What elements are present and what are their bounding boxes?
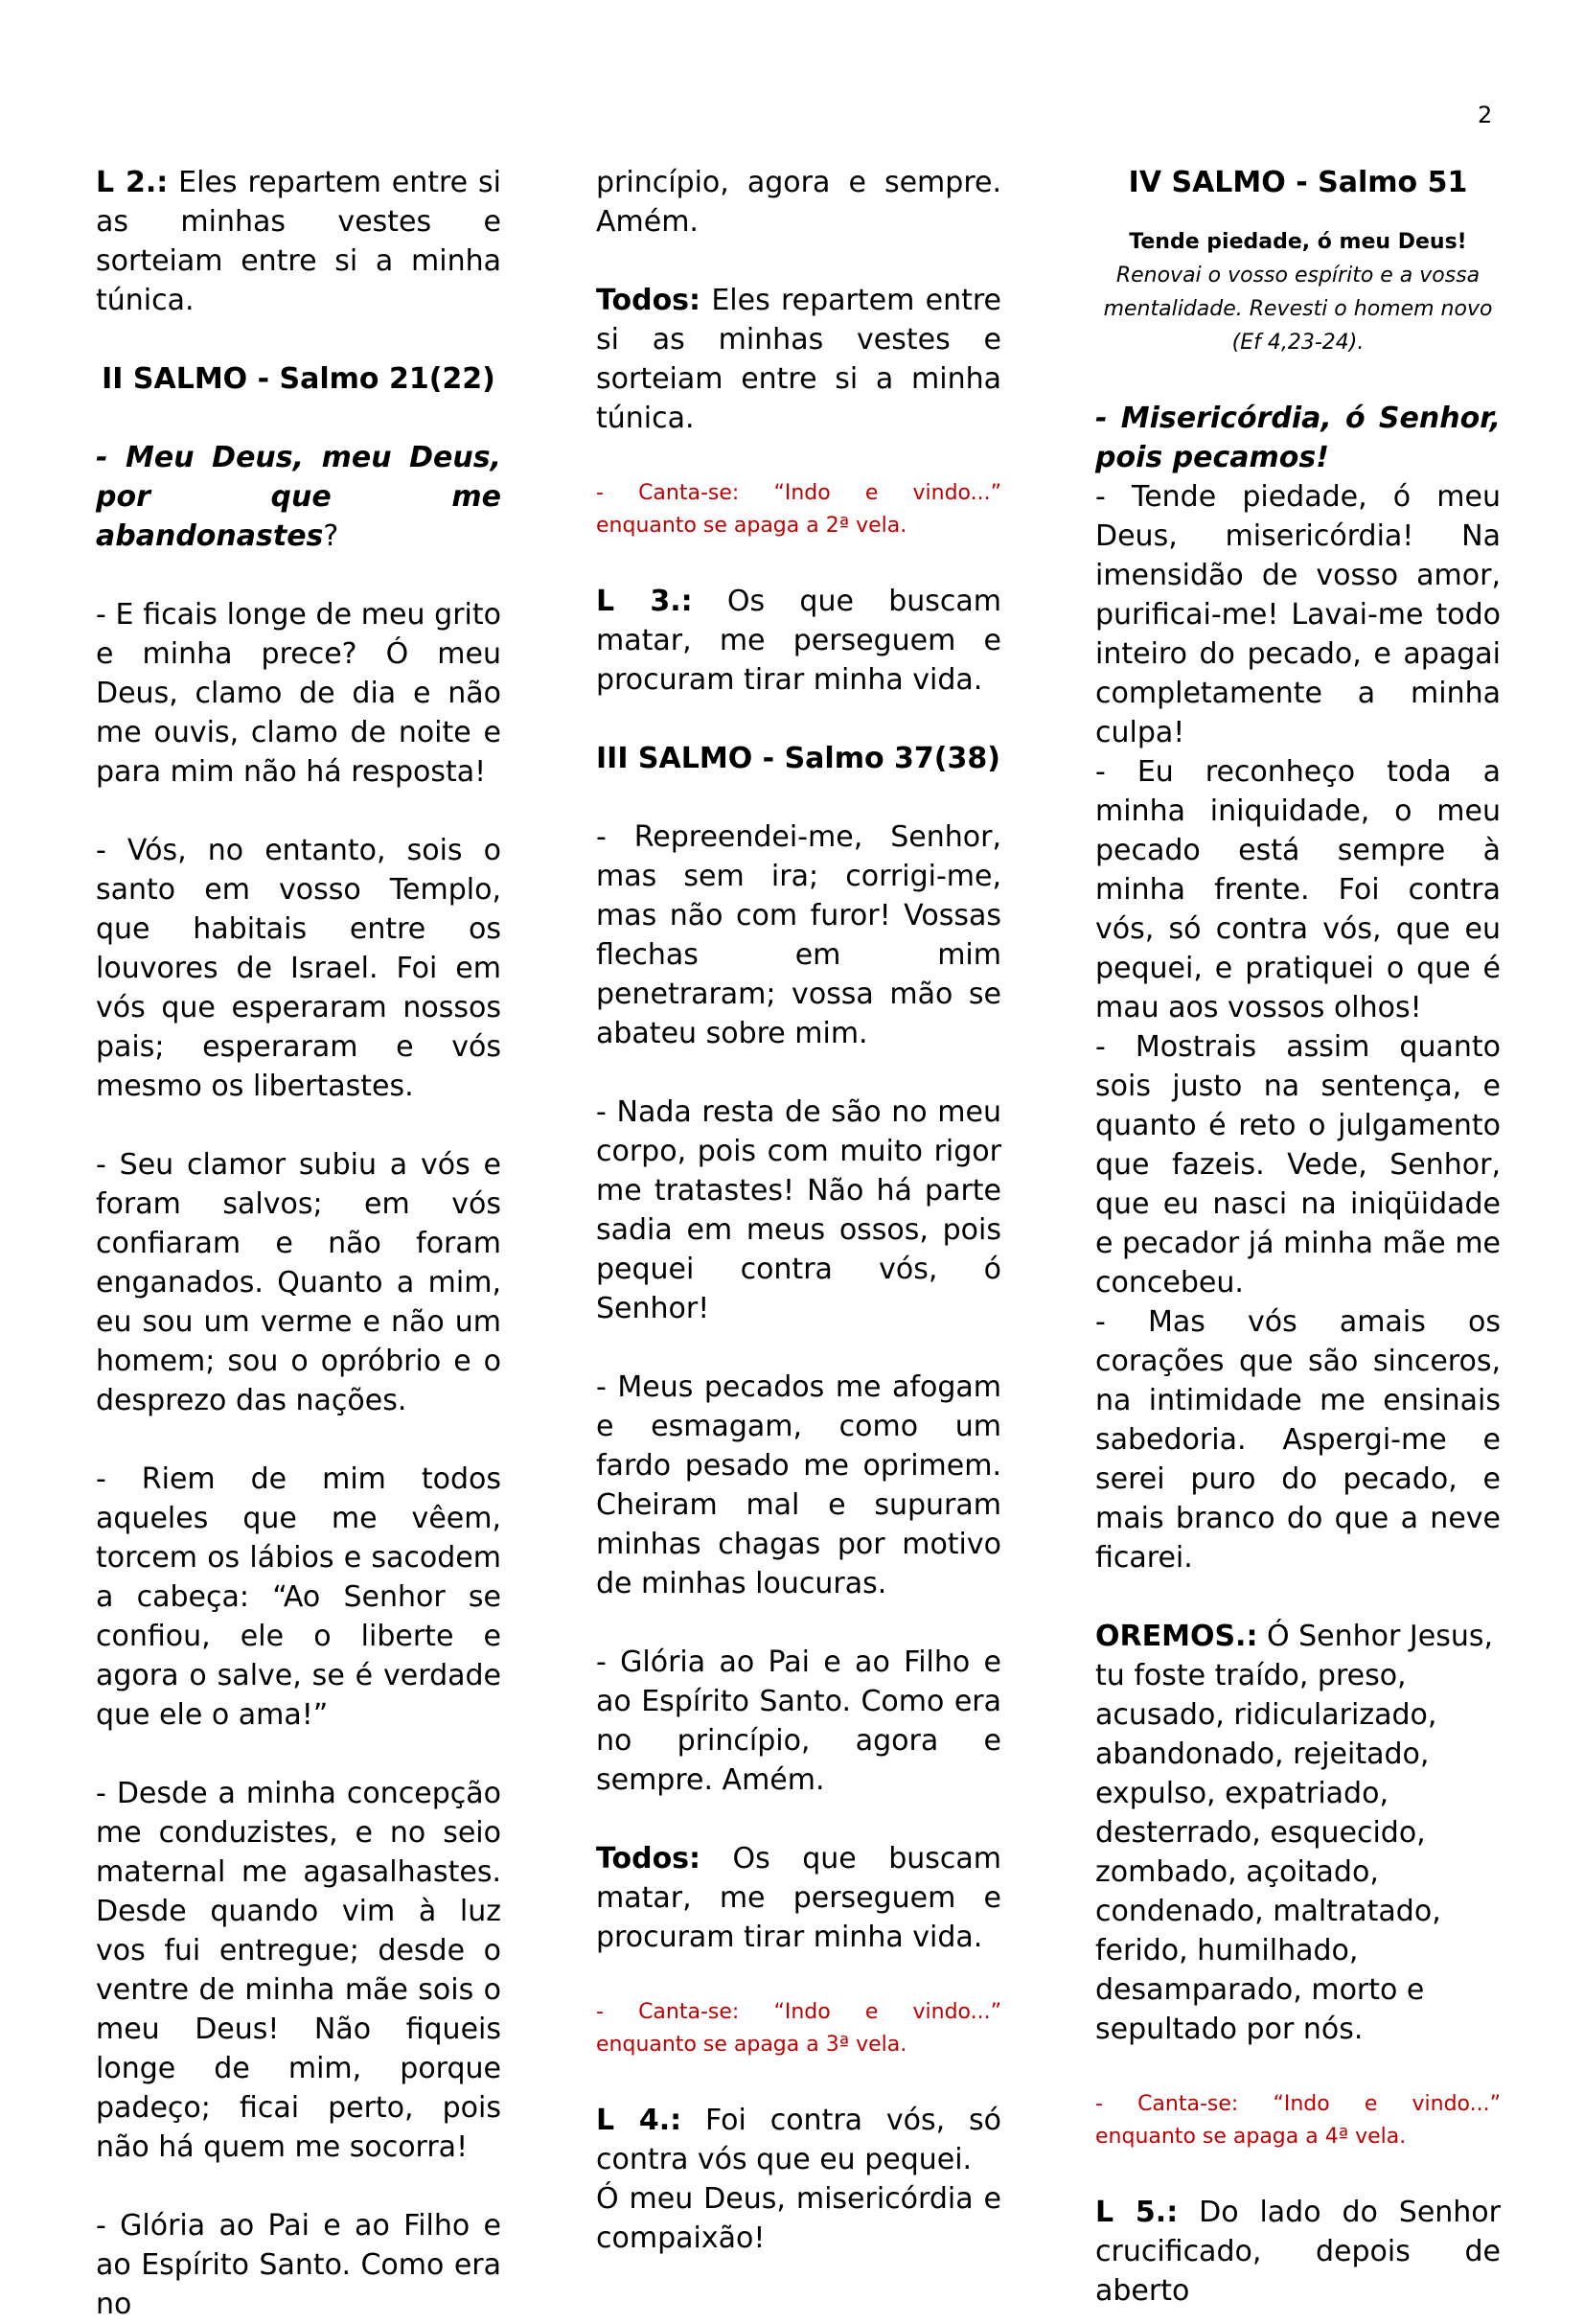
reading-l2 <box>96 163 501 320</box>
doxology: - Glória ao Pai e ao Filho e ao Espírito Santo. Como era no <box>96 2209 501 2321</box>
psalm-verse: - Eu reconheço toda a minha iniquidade, o meu pecado está sempre à minha frente. Foi contra vós, só contra vós, que eu pequei, e pratiquei o que é mau aos vossos olhos! <box>1095 755 1501 1024</box>
column-1 <box>96 163 501 2324</box>
psalm-verse: - Riem de mim todos aqueles que me vêem, torcem os lábios e sacodem a cabeça: “Ao Senhor se confiou, ele o liberte e agora o salve, se é verdade que ele o ama!” <box>96 1462 501 1732</box>
psalm-verse: - Desde a minha concepção me conduzistes, e no seio maternal me agasalhastes. Desde quando vim à luz vos fui entregue; desde o ventre de minha mãe sois o meu Deus! Não fiqueis longe de mim, porque padeço; ficai perto, pois não há quem me socorra! <box>96 1777 501 2164</box>
prayer-oremos: OREMOS.: Ó Senhor Jesus, tu foste traído, preso, acusado, ridicularizado, abandonado, rejeitado, expulso, expatriado, desterrado, esquecido, zombado, açoitado, condenado, maltratado, ferido, humilhado, desamparado, morto e sepultado por nós. <box>1095 1620 1494 2046</box>
column-3 <box>1095 163 1501 2311</box>
psalm-intro: Tende piedade, ó meu Deus! Renovai o vosso espírito e a vossa mentalidade. Revesti o homem novo (Ef 4,23-24). <box>1103 230 1493 355</box>
reading-text: Eles repartem entre si as minhas vestes e sorteiam entre si a minha túnica. <box>96 166 502 317</box>
psalm-verse: - Vós, no entanto, sois o santo em vosso Templo, que habitais entre os louvores de Israel. Foi em vós que esperaram nossos pais; esperaram e vós mesmo os libertastes. <box>96 834 501 1103</box>
psalm-verse: - Nada resta de são no meu corpo, pois com muito rigor me tratastes! Não há parte sadia em meus ossos, pois pequei contra vós, ó Senhor! <box>596 1095 1001 1325</box>
reader-label: L 2.: <box>96 166 169 199</box>
rubric-instruction: - Canta-se: “Indo e vindo...” enquanto se apaga a 3ª vela. <box>596 2000 1001 2057</box>
psalm-verse: - Seu clamor subiu a vós e foram salvos; em vós confiaram e não foram enganados. Quanto a mim, eu sou um verme e não um homem; sou o opróbrio e o desprezo das nações. <box>96 1148 501 1417</box>
psalm-verse: - Repreendei-me, Senhor, mas sem ira; corrigi-me, mas não com furor! Vossas flechas em mim penetraram; vossa mão se abateu sobre mim. <box>596 820 1001 1050</box>
doxology: - Glória ao Pai e ao Filho e ao Espírito Santo. Como era no princípio, agora e sempre. Amém. <box>596 1645 1001 1797</box>
rubric-instruction: - Canta-se: “Indo e vindo...” enquanto se apaga a 2ª vela. <box>596 481 1001 538</box>
psalm-verse: - Mas vós amais os corações que são sinceros, na intimidade me ensinais sabedoria. Aspergi-me e serei puro do pecado, e mais branco do que a neve ficarei. <box>1095 1305 1501 1575</box>
psalm-verse: - Tende piedade, ó meu Deus, misericórdia! Na imensidão de vosso amor, purificai-me! Lavai-me todo inteiro do pecado, e apagai completamente a minha culpa! <box>1095 480 1501 749</box>
reading-l5: L 5.: Do lado do Senhor crucificado, depois de aberto <box>1095 2196 1501 2308</box>
psalm-refrain: - Meu Deus, meu Deus, por que me abandonastes? <box>96 441 501 553</box>
reading-l3: L 3.: Os que buscam matar, me perseguem e procuram tirar minha vida. <box>596 585 1002 697</box>
psalm-verse: - Meus pecados me afogam e esmagam, como um fardo pesado me oprimem. Cheiram mal e supuram minhas chagas por motivo de minhas loucuras. <box>596 1370 1001 1600</box>
doxology-continued: princípio, agora e sempre. Amém. <box>596 166 1001 239</box>
psalm-title: III SALMO - Salmo 37(38) <box>596 742 1000 775</box>
response-todos: Todos: Os que buscam matar, me perseguem e procuram tirar minha vida. <box>596 1842 1001 1954</box>
reading-l4: L 4.: Foi contra vós, só contra vós que eu pequei. <box>596 2104 1002 2176</box>
rubric-instruction: - Canta-se: “Indo e vindo...” enquanto se apaga a 4ª vela. <box>1095 2092 1501 2149</box>
psalm-refrain: - Misericórdia, ó Senhor, pois pecamos! <box>1095 402 1501 474</box>
psalm-title: II SALMO - Salmo 21(22) <box>102 362 495 396</box>
page-number: 2 <box>1478 102 1493 128</box>
column-2 <box>596 163 1001 2258</box>
reading-l4-line2: Ó meu Deus, misericórdia e compaixão! <box>596 2182 1001 2255</box>
psalm-title: IV SALMO - Salmo 51 <box>1128 166 1468 199</box>
response-todos: Todos: Eles repartem entre si as minhas vestes e sorteiam entre si a minha túnica. <box>596 284 1001 435</box>
psalm-verse: - E ficais longe de meu grito e minha prece? Ó meu Deus, clamo de dia e não me ouvis, clamo de noite e para mim não há resposta! <box>96 598 501 789</box>
psalm-verse: - Mostrais assim quanto sois justo na sentença, e quanto é reto o julgamento que fazeis. Vede, Senhor, que eu nasci na iniqüidade e pecador já minha mãe me concebeu. <box>1095 1030 1501 1300</box>
